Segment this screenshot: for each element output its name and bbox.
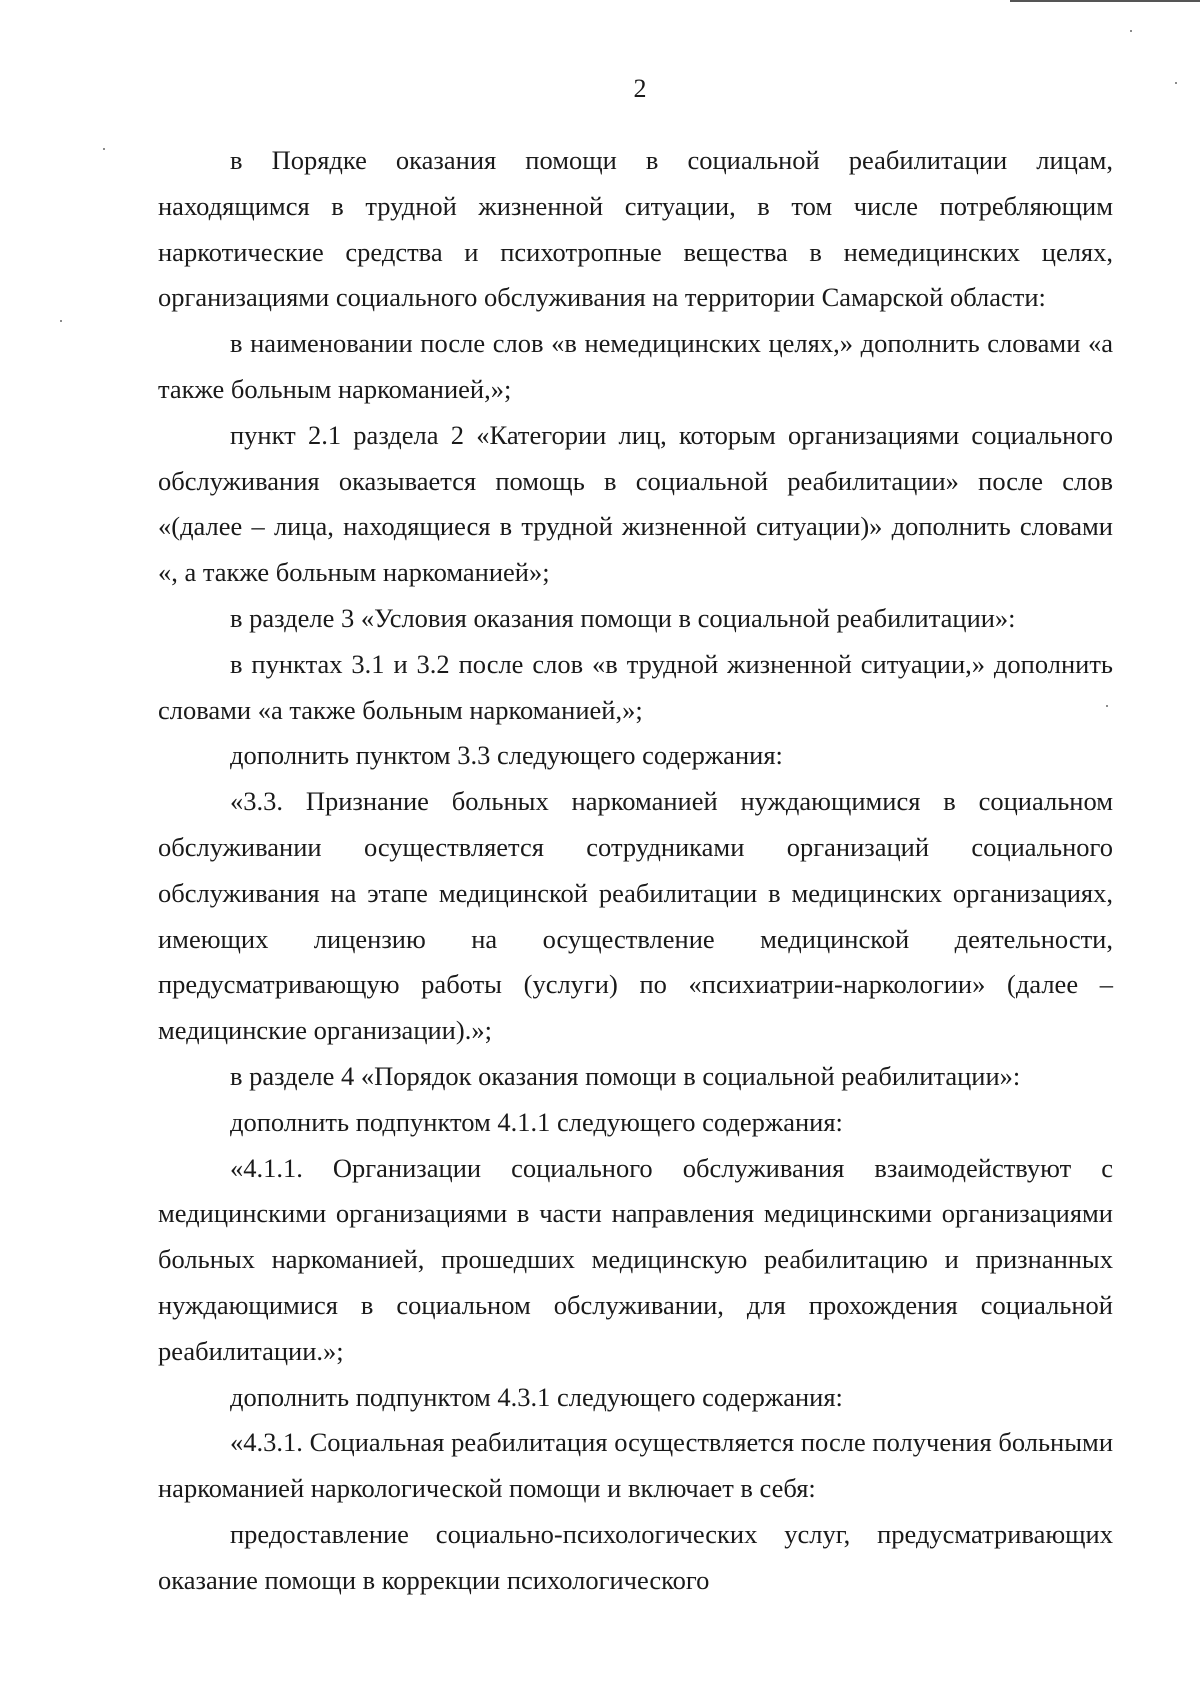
scan-speck xyxy=(60,320,62,322)
scan-edge-line xyxy=(1010,0,1200,2)
paragraph: в пунктах 3.1 и 3.2 после слов «в трудной жизненной ситуации,» дополнить словами «а также больным наркоманией,»; xyxy=(158,648,1113,725)
document-body xyxy=(158,138,1113,1604)
paragraph: пункт 2.1 раздела 2 «Категории лиц, которым организациями социального обслуживания оказывается помощь в социальной реабилитации» после слов «(далее – лица, находящиеся в трудной жизненной ситуации)» дополнить словами «, а также больным наркоманией»; xyxy=(158,419,1113,588)
paragraph: «4.3.1. Социальная реабилитация осуществляется после получения больными наркоманией наркологической помощи и включает в себя: xyxy=(158,1427,1113,1504)
paragraph: «3.3. Признание больных наркоманией нуждающимися в социальном обслуживании осуществляется сотрудниками организаций социального обслуживания на этапе медицинской реабилитации в медицинских организациях, имеющих лицензию на осуществление медицинской деятельности, предусматривающую работы (услуги) по «психиатрии-наркологии» (далее – медицинские организации).»; xyxy=(158,786,1113,1046)
paragraph: дополнить подпунктом 4.3.1 следующего содержания: xyxy=(230,1381,843,1412)
scan-speck xyxy=(1130,30,1132,32)
paragraph: дополнить подпунктом 4.1.1 следующего содержания: xyxy=(230,1106,843,1137)
paragraph: в Порядке оказания помощи в социальной реабилитации лицам, находящимся в трудной жизненной ситуации, в том числе потребляющим наркотические средства и психотропные вещества в немедицинских целях, организациями социального обслуживания на территории Самарской области: xyxy=(158,145,1113,313)
paragraph: «4.1.1. Организации социального обслуживания взаимодействуют с медицинскими организациями в части направления медицинскими организациями больных наркоманией, прошедших медицинскую реабилитацию и признанных нуждающимися в социальном обслуживании, для прохождения социальной реабилитации.»; xyxy=(158,1152,1113,1366)
scan-speck xyxy=(103,148,105,150)
paragraph: предоставление социально-психологических услуг, предусматривающих оказание помощи в коррекции психологического xyxy=(158,1518,1113,1595)
paragraph: в наименовании после слов «в немедицинских целях,» дополнить словами «а также больным наркоманией,»; xyxy=(158,328,1113,404)
page-number: 2 xyxy=(633,74,647,103)
paragraph: в разделе 3 «Условия оказания помощи в социальной реабилитации»: xyxy=(230,602,1016,633)
paragraph: дополнить пунктом 3.3 следующего содержания: xyxy=(230,740,783,771)
paragraph: в разделе 4 «Порядок оказания помощи в социальной реабилитации»: xyxy=(230,1060,1021,1091)
